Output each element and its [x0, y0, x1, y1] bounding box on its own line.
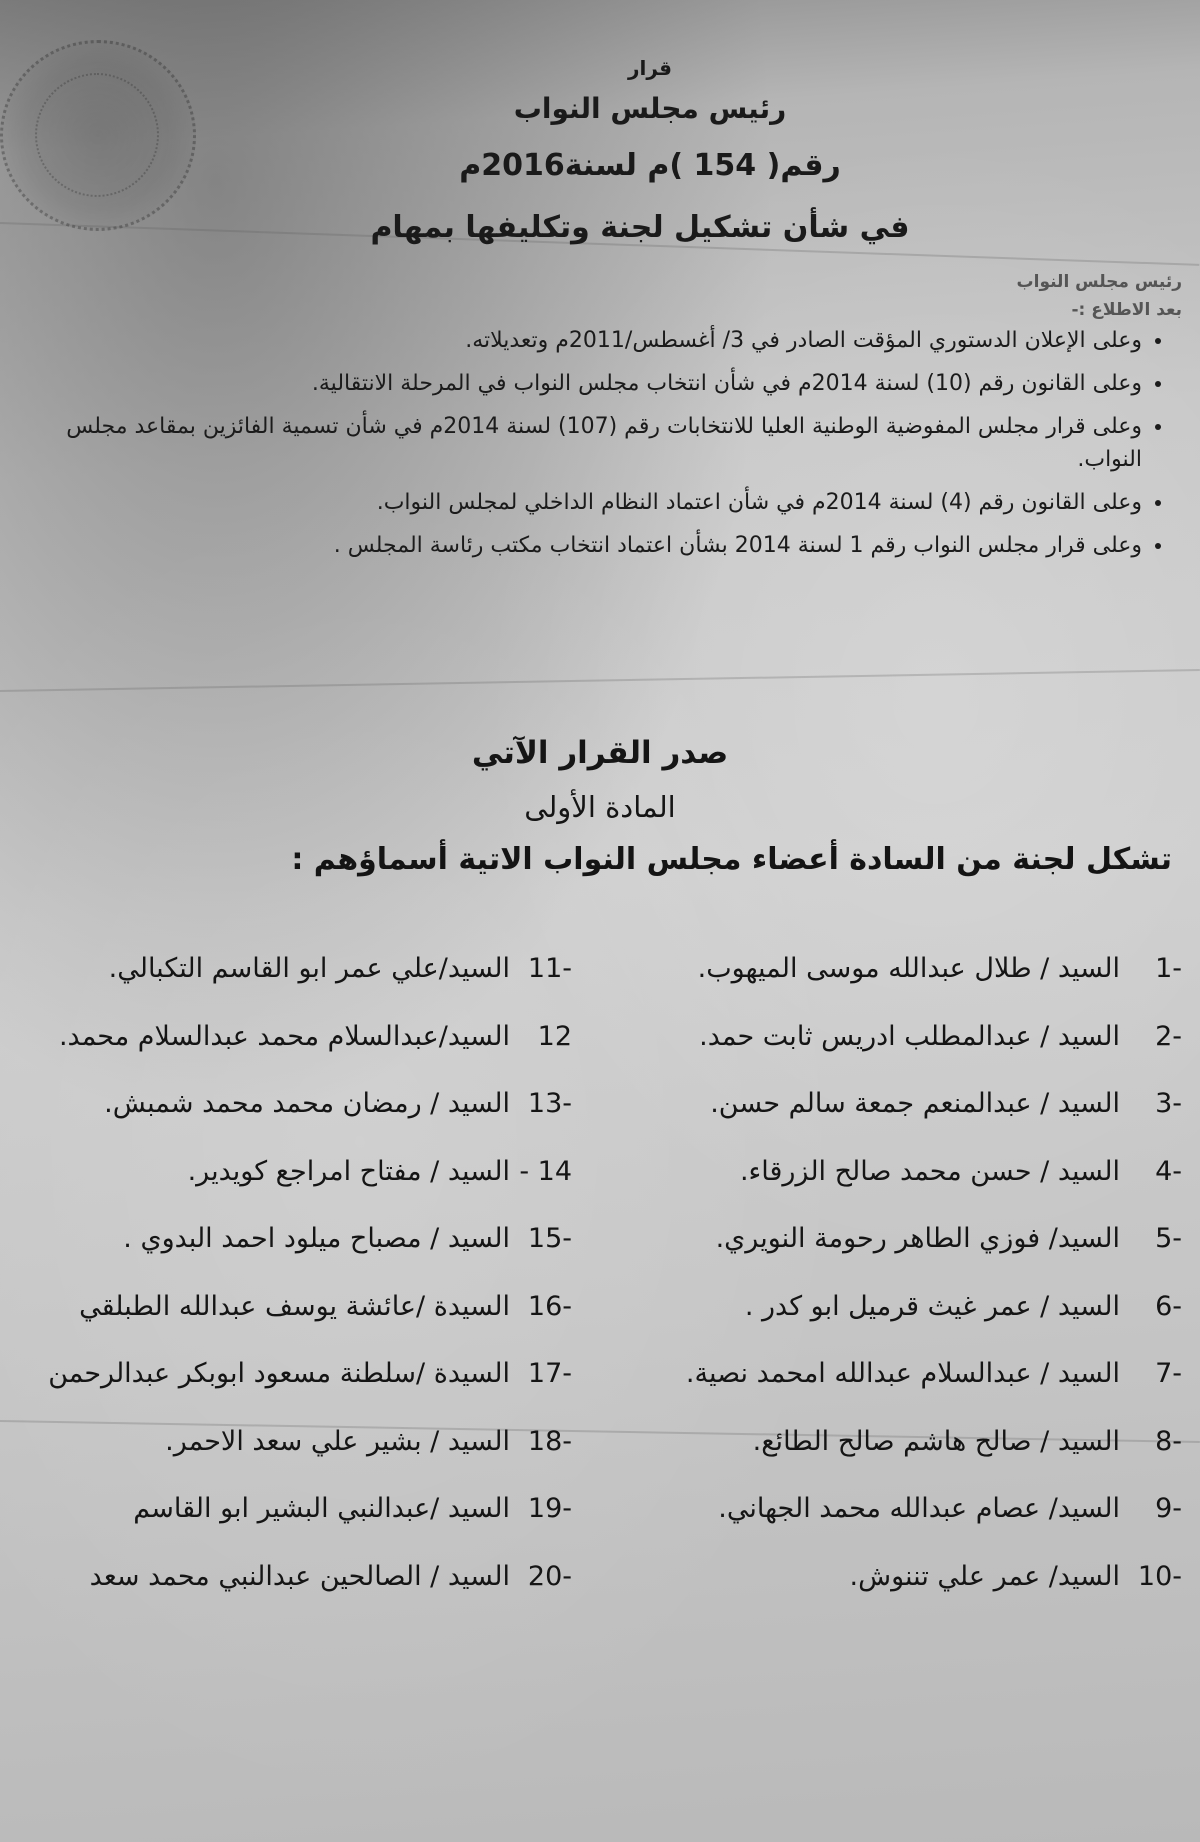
member-name: السيد / حسن محمد صالح الزرقاء. — [739, 1155, 1120, 1187]
committee-intro: تشكل لجنة من السادة أعضاء مجلس النواب الاتية أسماؤهم : — [291, 842, 1172, 877]
preamble-item: • وعلى القانون رقم (10) لسنة 2014م في شأن انتخاب مجلس النواب في المرحلة الانتقالية. — [46, 367, 1142, 400]
member-number: 14 - — [519, 1155, 572, 1187]
member-number: -6 — [1155, 1290, 1182, 1322]
member-name: السيد/ عمر علي تننوش. — [849, 1560, 1120, 1592]
member-name: السيدة /سلطنة مسعود ابوبكر عبدالرحمن — [48, 1358, 510, 1389]
member-name: السيد/عبدالسلام محمد عبدالسلام محمد. — [58, 1020, 510, 1052]
member-item — [622, 1273, 1182, 1341]
member-number: -19 — [527, 1493, 572, 1524]
member-number: -18 — [527, 1425, 572, 1457]
member-item — [0, 935, 572, 1003]
member-name: السيد / عمر غيث قرميل ابو كدر . — [744, 1290, 1120, 1322]
member-number: -20 — [527, 1560, 572, 1592]
authority-line: رئيس مجلس النواب — [1016, 272, 1182, 292]
member-item — [622, 1070, 1182, 1138]
member-name: السيد/ فوزي الطاهر رحومة النويري. — [715, 1223, 1120, 1254]
member-item — [0, 1138, 572, 1206]
member-name: السيد / مفتاح امراجع كويدير. — [187, 1155, 510, 1187]
member-name: السيد / عبدالمطلب ادريس ثابت حمد. — [699, 1020, 1120, 1052]
official-stamp — [0, 40, 196, 231]
member-item — [0, 1205, 572, 1273]
member-item — [622, 1408, 1182, 1476]
decision-number: رقم( 154 )م لسنة2016م — [459, 148, 841, 183]
member-number: -7 — [1155, 1358, 1182, 1389]
member-item — [0, 1340, 572, 1408]
member-number: -1 — [1155, 953, 1182, 984]
issuer-prefix: قرار — [628, 56, 672, 80]
member-item — [0, 1543, 572, 1611]
member-name: السيد / الصالحين عبدالنبي محمد سعد — [89, 1560, 510, 1592]
member-number: -16 — [527, 1290, 572, 1322]
member-name: السيد / بشير علي سعد الاحمر. — [165, 1425, 510, 1457]
member-number: -15 — [527, 1223, 572, 1254]
member-item — [622, 1340, 1182, 1408]
member-item — [0, 1408, 572, 1476]
article-heading: المادة الأولى — [524, 790, 676, 824]
member-number: -11 — [527, 953, 572, 984]
preamble-item: • وعلى القانون رقم (4) لسنة 2014م في شأن اعتماد النظام الداخلي لمجلس النواب. — [46, 486, 1142, 519]
member-item — [622, 1003, 1182, 1071]
member-item — [622, 1138, 1182, 1206]
member-number: -8 — [1155, 1425, 1182, 1457]
member-item — [622, 935, 1182, 1003]
member-name: السيد/علي عمر ابو القاسم التكبالي. — [108, 953, 510, 984]
member-name: السيد /عبدالنبي البشير ابو القاسم — [133, 1493, 510, 1524]
member-number: -5 — [1155, 1223, 1182, 1254]
member-number: 12 — [537, 1020, 572, 1052]
decree-heading: صدر القرار الآتي — [471, 735, 729, 771]
members-column-left — [0, 935, 572, 1610]
member-item — [0, 1070, 572, 1138]
member-name: السيد / رمضان محمد محمد شمبش. — [104, 1088, 510, 1119]
preamble-list — [46, 324, 1166, 572]
paper-fold — [0, 669, 1200, 692]
preamble-item: • وعلى قرار مجلس المفوضية الوطنية العليا للانتخابات رقم (107) لسنة 2014م في شأن تسمية الفائزين بمقاعد مجلس النواب. — [46, 410, 1142, 476]
preamble-item: • وعلى قرار مجلس النواب رقم 1 لسنة 2014 بشأن اعتماد انتخاب مكتب رئاسة المجلس . — [46, 529, 1142, 562]
member-number: -10 — [1137, 1560, 1182, 1592]
member-number: -17 — [527, 1358, 572, 1389]
member-name: السيد / طلال عبدالله موسى الميهوب. — [697, 953, 1120, 984]
preamble-item: • وعلى الإعلان الدستوري المؤقت الصادر في 3/ أغسطس/2011م وتعديلاته. — [46, 324, 1142, 357]
member-number: -2 — [1155, 1020, 1182, 1052]
member-name: السيدة /عائشة يوسف عبدالله الطبلقي — [79, 1290, 510, 1322]
member-number: -3 — [1155, 1088, 1182, 1119]
member-item — [622, 1475, 1182, 1543]
member-name: السيد/ عصام عبدالله محمد الجهاني. — [718, 1493, 1120, 1524]
members-column-right — [622, 935, 1182, 1610]
member-item — [0, 1273, 572, 1341]
member-number: -13 — [527, 1088, 572, 1119]
member-name: السيد / صالح هاشم صالح الطائع. — [752, 1425, 1120, 1457]
member-item — [622, 1205, 1182, 1273]
member-number: -9 — [1155, 1493, 1182, 1524]
member-item — [0, 1003, 572, 1071]
member-item — [622, 1543, 1182, 1611]
member-number: -4 — [1155, 1155, 1182, 1187]
member-name: السيد / عبدالسلام عبدالله امحمد نصية. — [685, 1358, 1120, 1389]
decision-subject: في شأن تشكيل لجنة وتكليفها بمهام — [370, 210, 910, 245]
member-name: السيد / مصباح ميلود احمد البدوي . — [123, 1223, 510, 1254]
after-review-line: بعد الاطلاع :- — [1071, 300, 1182, 320]
member-item — [0, 1475, 572, 1543]
issuer-title: رئيس مجلس النواب — [513, 92, 787, 125]
member-name: السيد / عبدالمنعم جمعة سالم حسن. — [710, 1088, 1120, 1119]
